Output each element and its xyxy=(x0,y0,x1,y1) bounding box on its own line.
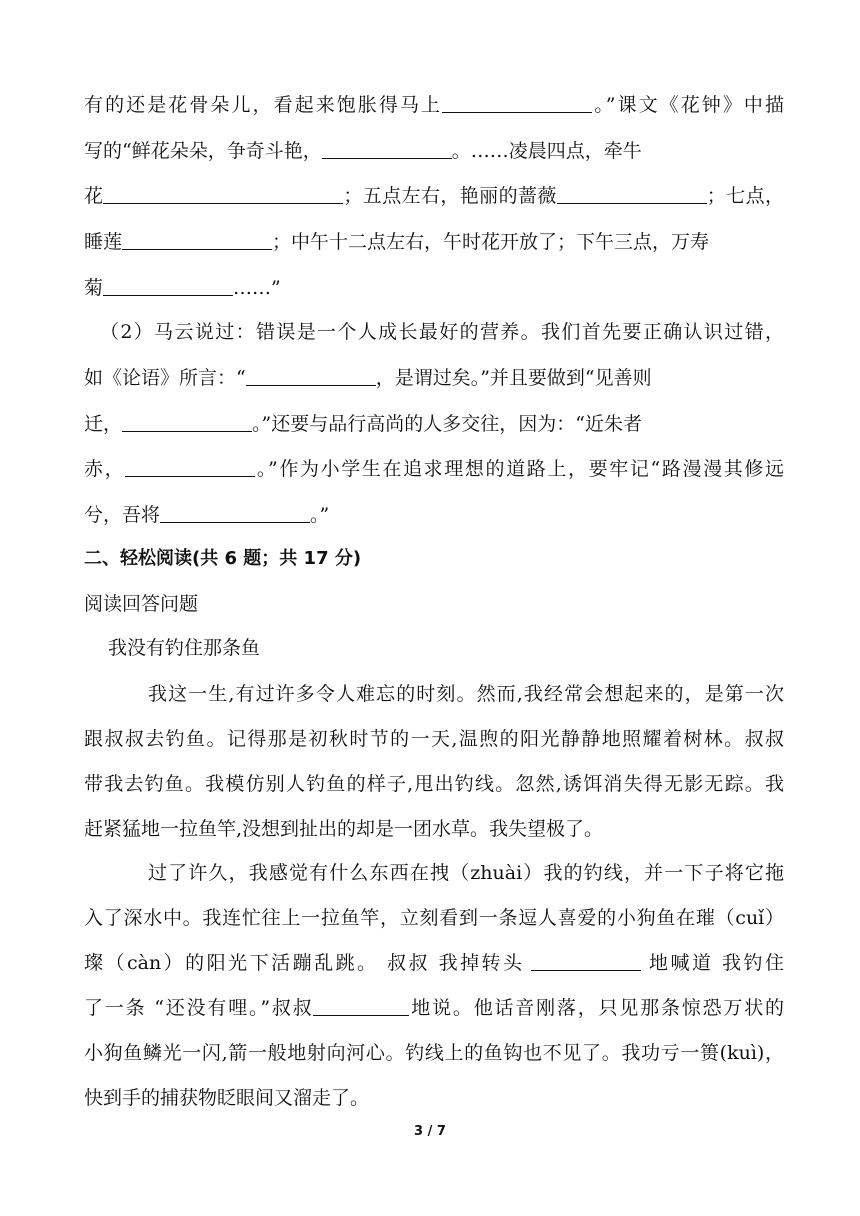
text: 。……凌晨四点，牵牛 xyxy=(451,140,642,162)
answer-blank[interactable] xyxy=(122,413,252,432)
answer-blank[interactable] xyxy=(313,997,409,1016)
q1-line-3 xyxy=(84,184,784,208)
q1-line-2 xyxy=(84,139,784,163)
q1-line-4 xyxy=(84,230,784,254)
text: 写的“鲜花朵朵，争奇斗艳， xyxy=(84,140,322,162)
q2-line-1 xyxy=(100,320,784,344)
page-number: 3 / 7 xyxy=(414,1124,446,1139)
passage-line xyxy=(84,996,784,1020)
q2-line-5 xyxy=(84,503,784,527)
answer-blank[interactable] xyxy=(103,277,233,296)
q2-line-2 xyxy=(84,366,784,390)
text: 有的还是花骨朵儿，看起来饱胀得马上 xyxy=(84,94,443,116)
answer-blank[interactable] xyxy=(103,185,343,204)
text: 了一条 “还没有哩。”叔叔 xyxy=(84,997,314,1019)
section-heading: 二、轻松阅读(共 6 题；共 17 分) xyxy=(84,548,362,569)
answer-blank[interactable] xyxy=(125,458,255,477)
text: 。” xyxy=(310,504,330,526)
passage-title: 我没有钓住那条鱼 xyxy=(108,637,261,659)
text: ……” xyxy=(233,277,281,299)
answer-blank[interactable] xyxy=(531,952,641,971)
text: 如《论语》所言：“ xyxy=(84,367,246,389)
passage-line: 小狗鱼鳞光一闪,箭一般地射向河心。钓线上的鱼钩也不见了。我功亏一篑(kuì)， xyxy=(84,1042,784,1064)
instruction: 阅读回答问题 xyxy=(84,593,199,615)
text: 。”作为小学生在追求理想的道路上，要牢记“路漫漫其修远 xyxy=(255,458,784,480)
text: 菊 xyxy=(84,277,104,299)
passage-line: 入了深水中。我连忙往上一拉鱼竿，立刻看到一条逗人喜爱的小狗鱼在璀（cuǐ） xyxy=(84,907,784,929)
answer-blank[interactable] xyxy=(122,231,272,250)
text: （2）马云说过：错误是一个人成长最好的营养。我们首先要正确认识过错， xyxy=(100,321,784,343)
q2-line-3 xyxy=(84,412,784,436)
passage-line: 赶紧猛地一拉鱼竿,没想到扯出的却是一团水草。我失望极了。 xyxy=(84,818,604,840)
passage-line: 过了许久，我感觉有什么东西在拽（zhuài）我的钓线，并一下子将它拖 xyxy=(148,862,784,884)
text: 璨（càn）的阳光下活蹦乱跳。 叔叔 我掉转头 xyxy=(84,952,525,974)
answer-blank[interactable] xyxy=(557,185,707,204)
q2-line-4 xyxy=(84,457,784,481)
answer-blank[interactable] xyxy=(322,140,452,159)
text: ；七点， xyxy=(706,185,784,207)
answer-blank[interactable] xyxy=(442,94,592,113)
passage-line xyxy=(84,951,784,975)
q1-line-5 xyxy=(84,276,784,300)
text: 睡莲 xyxy=(84,231,123,253)
text: 兮，吾将 xyxy=(84,504,161,526)
text: 地说。他话音刚落，只见那条惊恐万状的 xyxy=(409,997,784,1019)
text: 赤， xyxy=(84,458,126,480)
text: 。”课文《花钟》中描 xyxy=(592,94,784,116)
answer-blank[interactable] xyxy=(160,504,310,523)
q1-line-1 xyxy=(84,93,784,117)
text: ；中午十二点左右，午时花开放了；下午三点，万寿 xyxy=(272,231,710,253)
text: ；五点左右，艳丽的蔷薇 xyxy=(343,185,557,207)
passage-line: 快到手的捕获物眨眼间又溜走了。 xyxy=(84,1087,370,1109)
text: ，是谓过矣。”并且要做到“见善则 xyxy=(375,367,652,389)
text: 迁， xyxy=(84,413,123,435)
text: 花 xyxy=(84,185,104,207)
passage-line: 我这一生,有过许多令人难忘的时刻。然而,我经常会想起来的，是第一次 xyxy=(148,683,784,705)
text: 地喊道 我钓住 xyxy=(646,952,784,974)
passage-line: 带我去钓鱼。我模仿别人钓鱼的样子,甩出钓线。忽然,诱饵消失得无影无踪。我 xyxy=(84,773,784,795)
text: 。”还要与品行高尚的人多交往，因为：“近朱者 xyxy=(252,413,642,435)
answer-blank[interactable] xyxy=(246,367,376,386)
passage-line: 跟叔叔去钓鱼。记得那是初秋时节的一天,温煦的阳光静静地照耀着树林。叔叔 xyxy=(84,728,784,750)
